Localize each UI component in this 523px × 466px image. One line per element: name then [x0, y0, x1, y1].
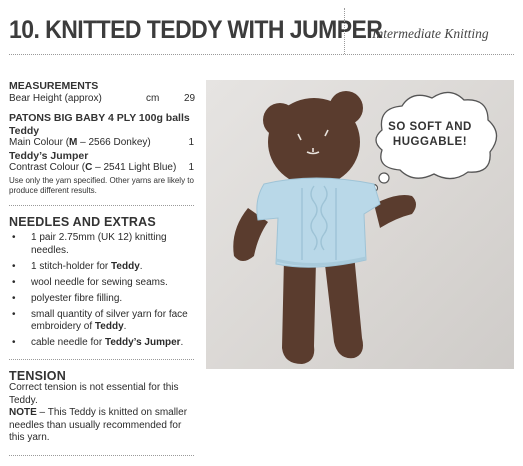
bubble-line-1: SO SOFT AND: [388, 121, 472, 133]
thought-bubble-text: [381, 120, 479, 150]
section-divider: [9, 359, 194, 360]
list-item: • polyester fibre filling.: [9, 293, 194, 306]
header-divider: [344, 8, 345, 54]
main-colour-text: Main Colour (: [9, 137, 70, 148]
tension-text: Correct tension is not essential for this Teddy.: [9, 382, 179, 406]
list-item-end: .: [123, 321, 127, 332]
page-title: 10. KNITTED TEDDY WITH JUMPER: [9, 16, 383, 44]
main-colour-code: M: [69, 137, 78, 148]
section-divider: [9, 205, 194, 206]
measurement-label: Bear Height (approx): [9, 92, 102, 104]
list-item-end: .: [180, 337, 184, 348]
bubble-line-2: HUGGABLE!: [392, 136, 468, 148]
contrast-colour-label: [9, 162, 184, 175]
measurement-unit: cm: [146, 92, 160, 104]
list-item-bold: Teddy: [111, 260, 140, 272]
measurement-row: [9, 93, 194, 106]
pattern-details: [9, 80, 194, 466]
list-item: • 1 pair 2.75mm (UK 12) knitting needles.: [9, 232, 194, 257]
title-rule: [9, 54, 514, 55]
main-colour-qty: 1: [188, 137, 194, 148]
contrast-colour-code: C: [85, 162, 93, 173]
list-item-text: cable needle for: [31, 337, 105, 348]
contrast-colour-text: Contrast Colour (: [9, 162, 86, 173]
main-colour-label: [9, 137, 184, 150]
jumper-heading: Teddy’s Jumper: [9, 149, 89, 162]
contrast-colour-name: – 2541 Light Blue): [92, 162, 177, 173]
tension-note-label: NOTE: [9, 407, 37, 418]
list-item: [9, 261, 194, 274]
section-divider: [9, 455, 194, 456]
list-item-bold: Teddy: [94, 321, 124, 332]
list-item-end: .: [139, 260, 143, 272]
jumper: [257, 178, 380, 267]
tension-note-text: – This Teddy is knitted on smaller needles than usually recommended for this yarn.: [9, 407, 188, 443]
list-item-bold: Teddy’s Jumper: [104, 337, 181, 348]
list-item-text: 1 stitch-holder for: [31, 260, 112, 272]
yarn-note: Use only the yarn specified. Other yarns are likely to produce different results.: [9, 175, 194, 195]
contrast-colour-row: [9, 162, 194, 175]
list-item: [9, 309, 194, 334]
measurements-heading: MEASUREMENTS: [9, 80, 99, 92]
yarn-heading: PATONS BIG BABY 4 PLY 100g balls: [9, 112, 190, 124]
tension-heading: TENSION: [9, 368, 66, 383]
list-item: [9, 337, 194, 350]
main-colour-name: – 2566 Donkey): [77, 137, 151, 148]
main-colour-row: [9, 137, 194, 150]
contrast-colour-qty: 1: [188, 162, 194, 173]
list-item: • wool needle for sewing seams.: [9, 277, 194, 290]
list-item-text: small quantity of silver yarn for face embroidery of: [31, 308, 188, 332]
skill-level: Intermediate Knitting: [372, 26, 489, 41]
tension-note: [9, 407, 194, 445]
teddy-heading: Teddy: [9, 124, 40, 137]
teddy-photo: [206, 80, 514, 369]
measurement-value: 29: [184, 92, 196, 104]
needles-heading: NEEDLES AND EXTRAS: [9, 214, 156, 229]
needles-list: [9, 232, 194, 350]
